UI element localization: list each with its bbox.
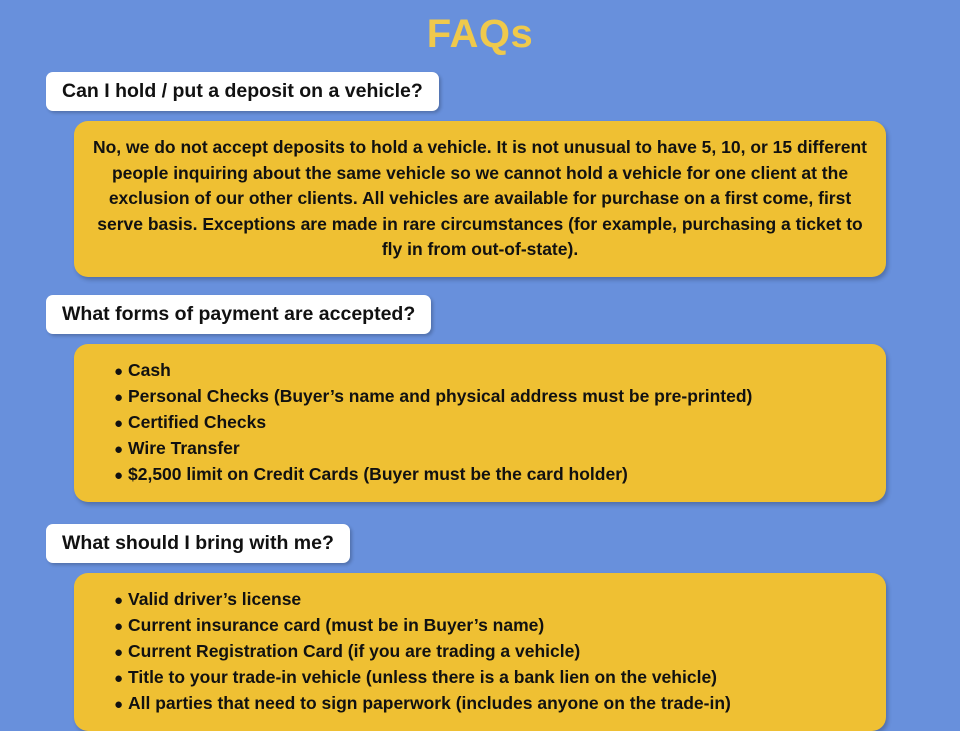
faq-question: What should I bring with me?: [46, 524, 350, 563]
faq-answer: No, we do not accept deposits to hold a vehicle. It is not unusual to have 5, 10, or 15 different people inquiring about the same vehicle so we cannot hold a vehicle for one client at the exclusion of our other clients. All vehicles are available for purchase on a first come, first serve basis. Exceptions are made in rare circumstances (for example, purchasing a ticket to fly in from out-of-state).: [74, 121, 886, 277]
page-title: FAQs: [426, 12, 534, 56]
faq-answer: [74, 344, 886, 502]
list-item: [92, 436, 868, 462]
list-item: [92, 358, 868, 384]
bullet-icon: ●: [114, 414, 124, 432]
list-item-label: Personal Checks (Buyer’s name and physical address must be pre-printed): [128, 385, 753, 406]
bullet-icon: ●: [114, 388, 124, 406]
list-item-label: Certified Checks: [128, 411, 267, 432]
list-item-label: $2,500 limit on Credit Cards (Buyer must be the card holder): [128, 463, 628, 484]
list-item: [92, 613, 868, 639]
faq-item: [0, 295, 960, 502]
list-item: [92, 665, 868, 691]
bullet-icon: ●: [114, 440, 124, 458]
faq-question: What forms of payment are accepted?: [46, 295, 431, 334]
list-item-label: All parties that need to sign paperwork (includes anyone on the trade-in): [128, 692, 731, 713]
bullet-icon: ●: [114, 466, 124, 484]
list-item: [92, 384, 868, 410]
faq-slide: [0, 10, 960, 730]
faq-item: [0, 72, 960, 277]
faq-answer: [74, 573, 886, 731]
list-item: [92, 410, 868, 436]
bullet-icon: ●: [114, 617, 124, 635]
list-item-label: Cash: [128, 359, 171, 380]
list-item: [92, 639, 868, 665]
list-item: [92, 462, 868, 488]
list-item: [92, 587, 868, 613]
bullet-icon: ●: [114, 695, 124, 713]
bring-with-you-list: [92, 587, 868, 717]
faq-question: Can I hold / put a deposit on a vehicle?: [46, 72, 439, 111]
payment-methods-list: [92, 358, 868, 488]
faq-item: [0, 524, 960, 731]
bullet-icon: ●: [114, 669, 124, 687]
bullet-icon: ●: [114, 643, 124, 661]
bullet-icon: ●: [114, 591, 124, 609]
list-item-label: Title to your trade-in vehicle (unless there is a bank lien on the vehicle): [128, 666, 718, 687]
list-item-label: Wire Transfer: [128, 437, 240, 458]
list-item-label: Valid driver’s license: [128, 588, 302, 609]
list-item-label: Current Registration Card (if you are trading a vehicle): [128, 640, 581, 661]
list-item-label: Current insurance card (must be in Buyer’s name): [128, 614, 545, 635]
list-item: [92, 691, 868, 717]
bullet-icon: ●: [114, 362, 124, 380]
